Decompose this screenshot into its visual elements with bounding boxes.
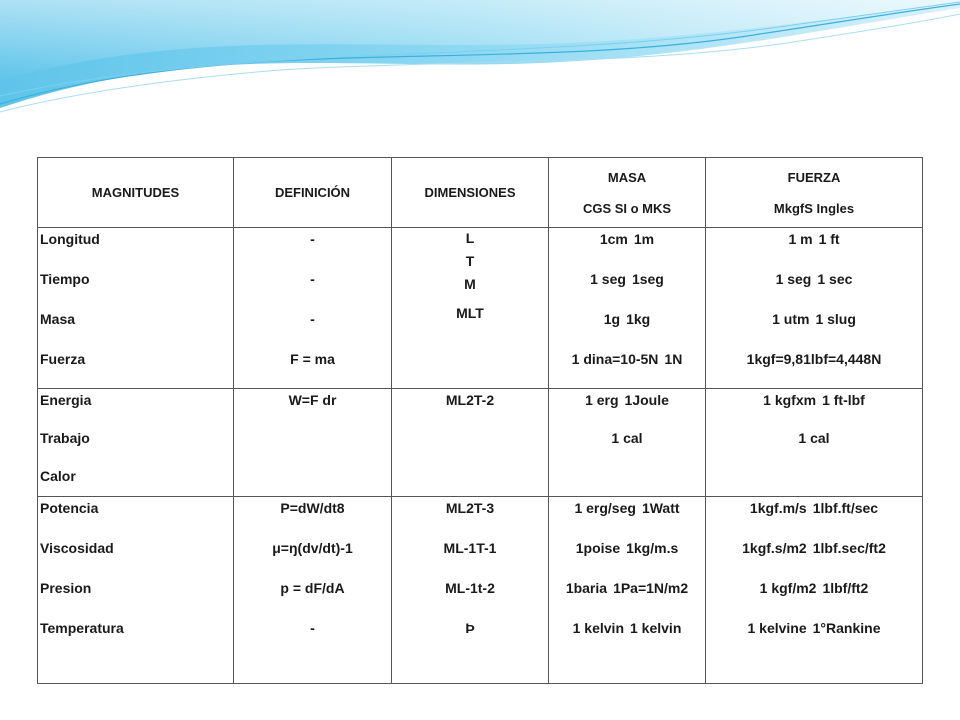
- magnitude-label: Viscosidad: [40, 540, 114, 556]
- fuerza-cell: [706, 389, 923, 497]
- definition-value: -: [310, 311, 315, 327]
- magnitude-label: Tiempo: [40, 271, 90, 287]
- fuerza-title: FUERZA: [787, 169, 841, 185]
- magnitude-label: Potencia: [40, 500, 99, 516]
- dimension-value: ML-1t-2: [445, 580, 495, 596]
- magnitudes-cell: [38, 228, 234, 389]
- fuerza-value: 1 kgfxm 1 ft-lbf: [763, 392, 865, 408]
- definition-value: -: [310, 620, 315, 636]
- fuerza-value: 1 m 1 ft: [788, 231, 840, 247]
- masa-value: 1baria 1Pa=1N/m2: [565, 580, 689, 596]
- dimension-value: ML-1T-1: [443, 540, 497, 556]
- masa-value: 1 kelvin 1 kelvin: [572, 620, 682, 636]
- dimension-value: L: [465, 230, 475, 246]
- fuerza-value: 1 utm 1 slug: [772, 311, 856, 327]
- magnitude-label: Masa: [40, 311, 76, 327]
- masa-value: 1 seg 1seg: [590, 271, 664, 287]
- dimension-value: ML2T-3: [445, 500, 495, 516]
- dimension-value: Þ: [465, 620, 475, 636]
- dimensiones-cell: [392, 497, 549, 684]
- magnitude-label: Fuerza: [40, 351, 86, 367]
- table-row: [38, 497, 923, 684]
- dimensiones-cell: [392, 228, 549, 389]
- definition-value: W=F dr: [288, 392, 337, 408]
- table-row: [38, 228, 923, 389]
- masa-value: 1 dina=10-5N 1N: [571, 351, 683, 367]
- dimension-value: T: [465, 253, 475, 269]
- col-header-magnitudes: MAGNITUDES: [38, 158, 234, 228]
- units-table: [37, 157, 923, 684]
- fuerza-value: 1 kelvine 1°Rankine: [747, 620, 881, 636]
- dimensiones-cell: [392, 389, 549, 497]
- masa-value: 1cm 1m: [599, 231, 655, 247]
- col-header-definicion: DEFINICIÓN: [234, 158, 392, 228]
- fuerza-value: 1kgf.s/m2 1lbf.sec/ft2: [742, 540, 886, 556]
- fuerza-value: 1 kgf/m2 1lbf/ft2: [759, 580, 869, 596]
- magnitude-label: Trabajo: [40, 430, 90, 446]
- header-row: [38, 158, 923, 228]
- fuerza-value: 1kgf.m/s 1lbf.ft/sec: [749, 500, 879, 516]
- masa-value: 1 erg 1Joule: [585, 392, 669, 408]
- masa-value: 1poise 1kg/m.s: [575, 540, 679, 556]
- fuerza-subtitle: MkgfS Ingles: [773, 200, 855, 216]
- magnitude-label: Longitud: [40, 231, 100, 247]
- table-row: [38, 389, 923, 497]
- definicion-cell: [234, 228, 392, 389]
- definition-value: F = ma: [290, 351, 335, 367]
- definition-value: P=dW/dt8: [280, 500, 345, 516]
- masa-value: 1g 1kg: [603, 311, 651, 327]
- definition-value: -: [310, 231, 315, 247]
- fuerza-cell: [706, 497, 923, 684]
- masa-cell: [549, 228, 706, 389]
- magnitude-label: Temperatura: [40, 620, 124, 636]
- fuerza-value: 1 cal: [798, 430, 830, 446]
- dimension-value: ML2T-2: [445, 392, 495, 408]
- magnitudes-cell: [38, 497, 234, 684]
- dimension-value: MLT: [456, 305, 484, 321]
- masa-cell: [549, 389, 706, 497]
- magnitude-label: Presion: [40, 580, 92, 596]
- magnitude-label: Calor: [40, 468, 76, 484]
- definition-value: -: [310, 271, 315, 287]
- fuerza-value: 1kgf=9,81lbf=4,448N: [746, 351, 882, 367]
- dimension-value: M: [464, 276, 476, 292]
- magnitudes-cell: [38, 389, 234, 497]
- magnitude-label: Energia: [40, 392, 92, 408]
- masa-subtitle: CGS SI o MKS: [582, 200, 672, 216]
- definition-value: p = dF/dA: [280, 580, 345, 596]
- fuerza-cell: [706, 228, 923, 389]
- decorative-wave-header: [0, 0, 960, 120]
- masa-value: 1 erg/seg 1Watt: [574, 500, 680, 516]
- definicion-cell: [234, 389, 392, 497]
- col-header-masa: [549, 158, 706, 228]
- definition-value: μ=ŋ(dv/dt)-1: [272, 540, 353, 556]
- col-header-dimensiones: DIMENSIONES: [392, 158, 549, 228]
- col-header-fuerza: [706, 158, 923, 228]
- masa-title: MASA: [607, 169, 647, 185]
- definicion-cell: [234, 497, 392, 684]
- fuerza-value: 1 seg 1 sec: [775, 271, 853, 287]
- masa-cell: [549, 497, 706, 684]
- masa-value: 1 cal: [611, 430, 643, 446]
